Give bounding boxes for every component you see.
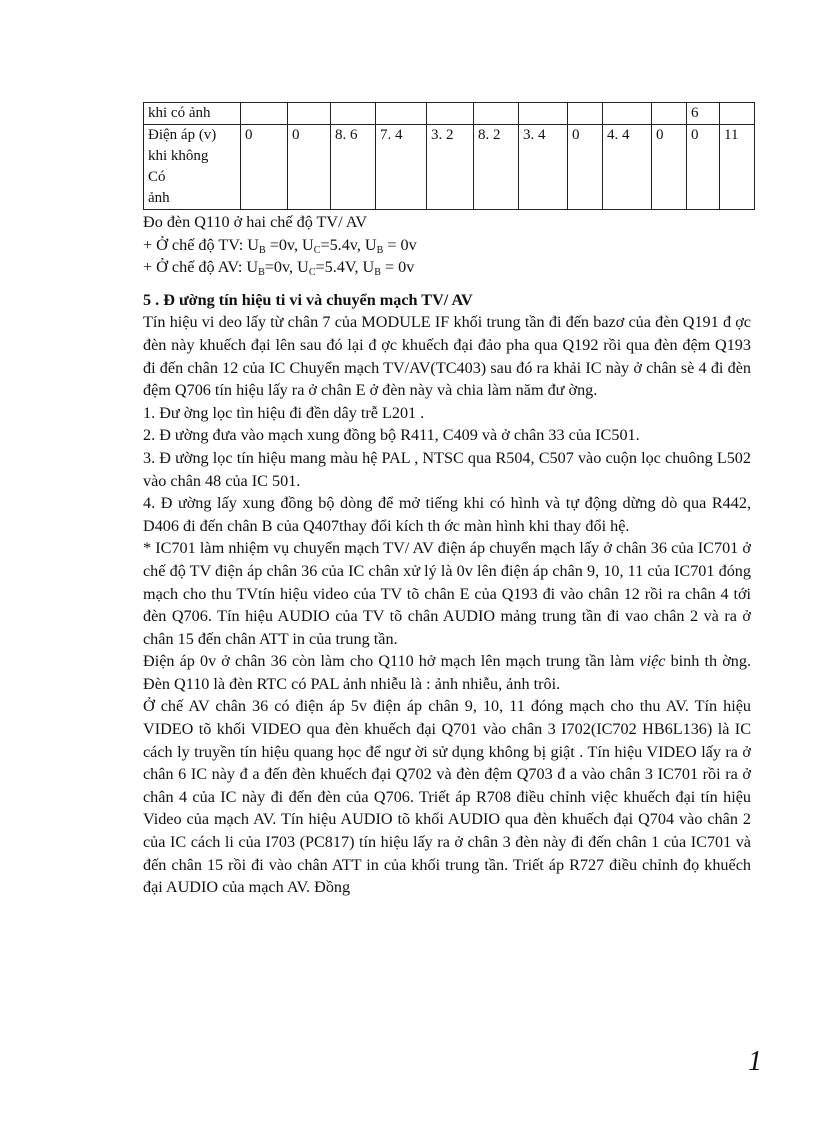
subscript: B [258, 244, 266, 256]
text-run: =0v, U [265, 235, 314, 254]
section-heading: 5 . Đ ường tín hiệu ti vi và chuyển mạch TV/ AV [143, 290, 473, 309]
list-item: 3. Đ ường lọc tín hiệu mang màu hệ PAL , NTSC qua R504, C507 vào cuộn lọc chuông L502 vào chân 48 của IC 501. [143, 448, 751, 490]
table-cell [474, 103, 519, 125]
table-cell: 3. 4 [519, 125, 568, 210]
list-item: 4. Đ ường lấy xung đồng bộ dòng để mở tiếng khi có hình và tự động dừng dò qua R442, D406 đi đến chân B của Q407thay đổi kích th ớc màn hình khi thay đổi hệ. [143, 494, 751, 535]
text-run: = 0v [380, 258, 415, 277]
body-text [143, 211, 751, 899]
table-cell [241, 103, 288, 125]
table-cell: 3. 2 [427, 125, 474, 210]
paragraph: * IC701 làm nhiệm vụ chuyển mạch TV/ AV điện áp chuyển mạch lấy ở chân 36 của IC701 ở chế độ TV điện áp chân 36 của IC chân xử lý là 0v lên điện áp chân 9, 10, 11 của IC701 đóng mạch cho thu TVtín hiệu video của TV tõ chân E của Q193 đi vào chân 12 rồi ra chân 4 tới đèn Q706. Tín hiệu AUDIO của TV tõ chân AUDIO mảng trung tần đi vao chân 2 và ra ở chân 15 đến chân ATT in của trung tần. [143, 539, 751, 648]
table-cell [288, 103, 331, 125]
voltage-table [143, 102, 755, 210]
list-item: 2. Đ ường đưa vào mạch xung đồng bộ R411, C409 và ở chân 33 của IC501. [143, 426, 640, 445]
table-cell: 0 [652, 125, 687, 210]
table-cell [519, 103, 568, 125]
row-label-line: ảnh [148, 190, 170, 206]
table-cell [568, 103, 603, 125]
subscript: B [258, 267, 265, 279]
table-cell [603, 103, 652, 125]
table-cell: 8. 2 [474, 125, 519, 210]
italic-word: việc [639, 652, 666, 671]
table-cell: 4. 4 [603, 125, 652, 210]
text-run: =5.4v, U [320, 235, 377, 254]
table-cell [720, 103, 755, 125]
paragraph: Ở chế AV chân 36 có điện áp 5v điện áp chân 9, 10, 11 đóng mạch cho thu AV. Tín hiệu VIDEO tõ khối VIDEO qua đèn khuếch đại Q701 vào chân 3 I702(IC702 HB6L136) là IC cách ly truyền tín hiệu quang học để ngư ời sử dụng không bị giật . Tín hiệu VIDEO lấy ra ở chân 6 IC này đ a đến đèn khuếch đại Q702 và đèn đệm Q703 đ a vào chân 3 IC701 rồi ra ở chân 4 của IC này đi đến đèn của Q706. Triết áp R708 điều chỉnh việc khuếch đại tín hiệu Video của mạch AV. Tín hiệu AUDIO tõ khối AUDIO qua đèn khuếch đại Q704 vào chân 2 của IC cách li của I703 (PC817) tín hiệu lấy ra ở chân 3 đèn này đi đến chân 1 của IC701 và đến chân 15 rồi đi vào chân ATT in của khối trung tần. Triết áp R727 điều chỉnh đọ khuếch đại AUDIO của mạch AV. Đồng [143, 697, 751, 897]
text-run: binh th ờng. Đèn Q110 là đèn RTC có PAL ảnh nhiễu là : ảnh nhiễu, ảnh trôi. [143, 652, 751, 693]
table-cell: 0 [288, 125, 331, 210]
measure-av-line [143, 256, 751, 279]
table-cell: 6 [687, 103, 720, 125]
text-run: =0v, U [264, 258, 309, 277]
paragraph: Tín hiệu vi deo lấy từ chân 7 của MODULE IF khối trung tần đi đến bazơ của đèn Q191 đ ợc đèn này khuếch đại lên sau đó lại đ ợc khuếch đại đảo pha qua Q192 rồi qua đèn đệm Q193 đi đến chân 12 của IC Chuyển mạch TV/AV(TC403) sau đó ra khải IC này ở chân sè 4 đi đèn đệm Q706 tín hiệu lấy ra ở chân E ở đèn này và chia làm năm đư ờng. [143, 313, 751, 400]
row-label [144, 125, 241, 210]
page-number: 1 [748, 1046, 762, 1077]
list-item: 1. Đư ờng lọc tìn hiệu đi đền dây trễ L201 . [143, 403, 425, 422]
text-run: =5.4V, U [315, 258, 375, 277]
table-cell [427, 103, 474, 125]
measure-intro: Đo đèn Q110 ở hai chế độ TV/ AV [143, 213, 368, 231]
measure-tv-line [143, 234, 751, 257]
table-row [144, 103, 755, 125]
row-label-line: Điện áp (v) [148, 127, 217, 143]
table-cell: 7. 4 [376, 125, 427, 210]
table-row [144, 125, 755, 210]
text-run: + Ở chế độ TV: U [143, 235, 259, 254]
table-cell [652, 103, 687, 125]
table-cell: 0 [687, 125, 720, 210]
text-run: + Ở chế độ AV: U [143, 258, 259, 277]
table-cell: 11 [720, 125, 755, 210]
subscript: B [376, 244, 384, 256]
table-cell [331, 103, 376, 125]
text-run: Điện áp 0v ở chân 36 còn làm cho Q110 hở mạch lên mạch trung tần làm [143, 652, 640, 671]
row-label: khi có ảnh [144, 103, 241, 125]
table-cell [376, 103, 427, 125]
subscript: C [308, 267, 316, 279]
table-cell: 8. 6 [331, 125, 376, 210]
text-run: = 0v [383, 235, 417, 254]
subscript: C [313, 244, 321, 256]
table-cell: 0 [241, 125, 288, 210]
row-label-line: Có [148, 169, 166, 185]
table-cell: 0 [568, 125, 603, 210]
subscript: B [374, 267, 381, 279]
paragraph [143, 650, 751, 695]
row-label-line: khi không [148, 148, 209, 164]
